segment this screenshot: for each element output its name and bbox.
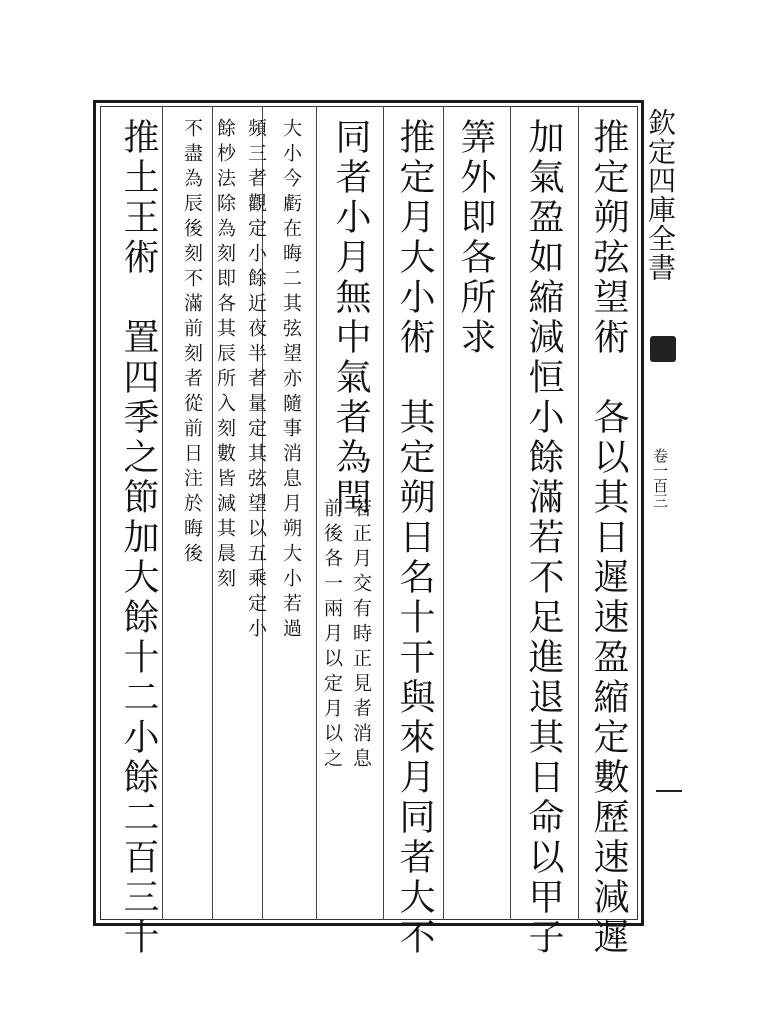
- text-column: 推定朔弦望術 各以其日遲速盈縮定數歷速減遲: [588, 118, 629, 958]
- column-rule: [212, 106, 213, 920]
- text-column: 同者小月無中氣者為閏: [330, 118, 371, 518]
- column-rule: [443, 106, 444, 920]
- seal-mark: [650, 336, 676, 362]
- volume-label: 卷一百三: [651, 448, 669, 508]
- column-rule: [162, 106, 163, 920]
- column-rule: [510, 106, 511, 920]
- annotation-column: 大小今虧在晦二其弦望亦隨事消息月朔大小若過: [280, 118, 302, 643]
- text-column: 加氣盈如縮減恒小餘滿若不足進退其日命以甲子: [523, 118, 564, 958]
- column-rule: [383, 106, 384, 920]
- annotation-column: 不盡為辰後刻不滿前刻者從前日注於晦後: [181, 118, 203, 568]
- annotation-column: 頻三者觀定小餘近夜半者量定其弦望以五乘定小: [245, 118, 267, 643]
- annotation-column: 前後各一兩月以定月以之: [321, 498, 343, 773]
- text-column: 推土王術 置四季之節加大餘十二小餘二百三十: [118, 118, 159, 958]
- margin-tick: [656, 790, 682, 792]
- book-title: 欽定四庫全書: [644, 108, 677, 282]
- text-column: 推定月大小術 其定朔日名十干與來月同者大不: [394, 118, 435, 958]
- column-rule: [578, 106, 579, 920]
- text-column: 筭外即各所求: [455, 118, 496, 358]
- annotation-column: 若正月交有時正見者消息: [350, 498, 372, 773]
- column-rule: [316, 106, 317, 920]
- annotation-column: 餘杪法除為刻即各其辰所入刻數皆減其晨刻: [214, 118, 236, 593]
